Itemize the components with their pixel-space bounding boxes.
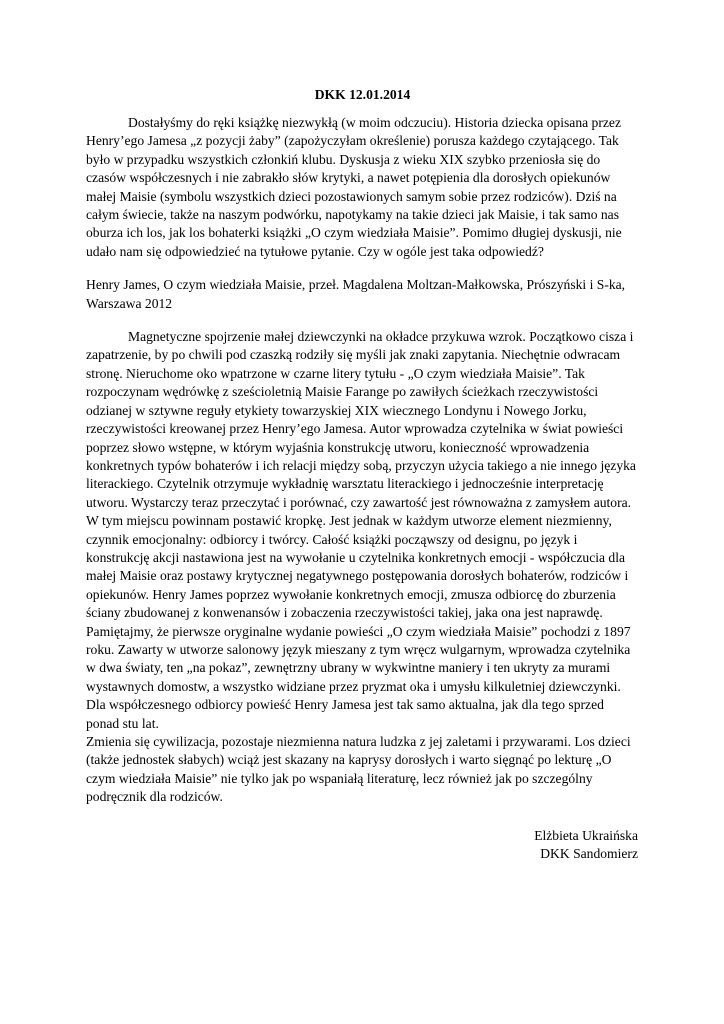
book-citation: Henry James, O czym wiedziała Maisie, przeł. Magdalena Moltzan-Małkowska, Prószyński i S-ka, Warszawa 2012	[86, 277, 626, 311]
document-page	[86, 86, 639, 807]
author-name: Elżbieta Ukraińska	[534, 828, 638, 843]
signature-block	[534, 827, 638, 864]
review-paragraph-3: Zmienia się cywilizacja, pozostaje niezmienna natura ludzka z jej zaletami i przywarami. Los dzieci (także jednostek słabych) wciąż jest skazany na kaprysy dorosłych i warto sięgnąć po lekturę „O czym wiedziała Maisie” nie tylko jak po wspaniałą literaturę, lecz również jak po szczególny podręcznik dla rodziców.	[86, 734, 631, 805]
author-organization: DKK Sandomierz	[540, 846, 638, 862]
review-paragraph-1: Magnetyczne spojrzenie małej dziewczynki na okładce przykuwa wzrok. Początkowo cisza i zapatrzenie, by po chwili pod czaszką rodziły się myśli jak znaki zapytania. Niechętnie odwracam stronę. Nieruchome oko wpatrzone w czarne litery tytułu - „O czym wiedziała Maisie”. Tak rozpoczynam wędrówkę z sześcioletnią Maisie Farange po zawiłych ścieżkach rzeczywistości odzianej w sztywne reguły etykiety towarzyskiej XIX wiecznego Londynu i Nowego Jorku, rzeczywistości kreowanej przez Henry’ego Jamesa. Autor wprowadza czytelnika w świat powieści poprzez słowo wstępne, w którym wyjaśnia konstrukcję utworu, konieczność wprowadzenia konkretnych typów bohaterów i ich relacji między sobą, przyczyn użycia takiego a nie innego języka literackiego. Czytelnik otrzymuje wykładnię warsztatu literackiego i jednocześnie interpretację utworu. Wystarczy teraz przeczytać i porównać, czy zawartość jest równoważna z zamysłem autora.	[86, 329, 636, 510]
review-paragraph-2: W tym miejscu powinnam postawić kropkę. Jest jednak w każdym utworze element niezmienny, czynnik emocjonalny: odbiorcy i twórcy. Całość książki począwszy od designu, po język i konstrukcję akcji nastawiona jest na wywołanie u czytelnika konkretnych emocji - współczucia dla małej Maisie oraz postawy krytycznej negatywnego postępowania dorosłych bohaterów, rodziców i opiekunów. Henry James poprzez wywołanie konkretnych emocji, zmusza odbiorcę do zburzenia ściany zbudowanej z konwenansów i zobaczenia rzeczywistości takiej, jaka ona jest naprawdę. Pamiętajmy, że pierwsze oryginalne wydanie powieści „O czym wiedziała Maisie” pochodzi z 1897 roku. Zawarty w utworze salonowy język mieszany z tym wręcz wulgarnym, wprowadza czytelnika w dwa światy, ten „na pokaz”, zewnętrzny ubrany w wykwintne maniery i ten ukryty za murami wystawnych domostw, a wszystko widziane przez pryzmat oka i umysłu kilkuletniej dziewczynki. Dla współczesnego odbiorcy powieść Henry Jamesa jest tak samo aktualna, jak dla tego sprzed ponad stu lat.	[86, 513, 631, 731]
document-title: DKK 12.01.2014	[314, 87, 411, 102]
intro-paragraph: Dostałyśmy do ręki książkę niezwykłą (w moim odczuciu). Historia dziecka opisana przez Henry’ego Jamesa „z pozycji żaby” (zapożyczyłam określenie) porusza każdego czytającego. Tak było w przypadku wszystkich członkiń klubu. Dyskusja z wieku XIX szybko przeniosła się do czasów współczesnych i nie zabrakło słów krytyki, a nawet potępienia dla dorosłych opiekunów małej Maisie (symbolu wszystkich dzieci pozostawionych samym sobie przez rodziców). Dziś na całym świecie, także na naszym podwórku, napotykamy na takie dzieci jak Maisie, i tak samo nas oburza ich los, jak los bohaterki książki „O czym wiedziała Maisie”. Pomimo długiej dyskusji, nie udało nam się odpowiedzieć na tytułowe pytanie. Czy w ogóle jest taka odpowiedź?	[86, 115, 622, 259]
